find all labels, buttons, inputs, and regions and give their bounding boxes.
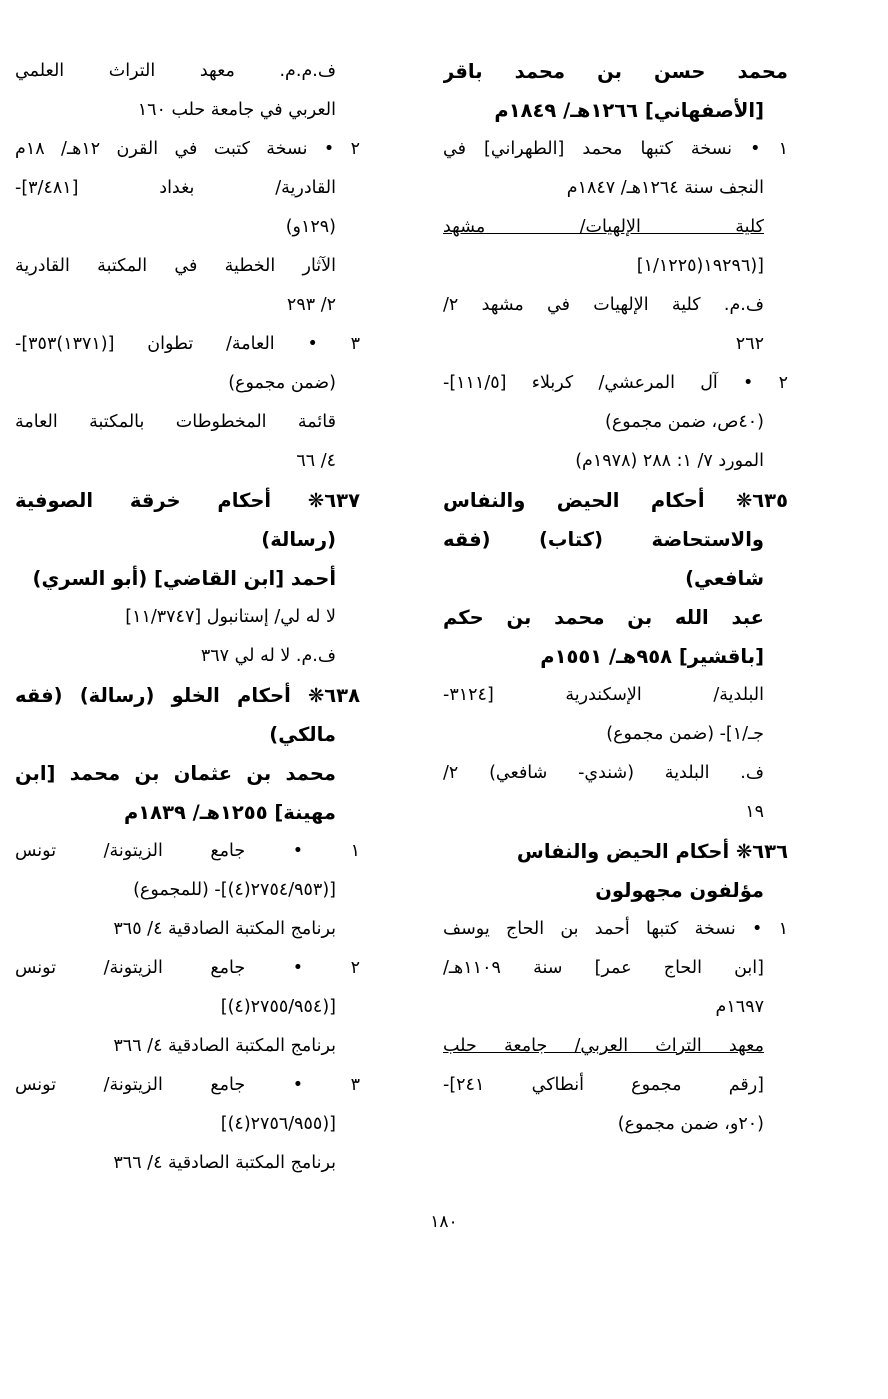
right-line: ١ • نسخة كتبها محمد [الطهراني] في bbox=[443, 139, 788, 159]
left-line: ٢ • نسخة كتبت في القرن ١٢هـ/ ١٨م bbox=[15, 139, 360, 159]
right-line: ٢٦٢ bbox=[735, 334, 764, 354]
left-line: ٣ • جامع الزيتونة/ تونس bbox=[15, 1075, 360, 1095]
left-line: مهينة] ١٢٥٥هـ/ ١٨٣٩م bbox=[123, 801, 336, 824]
left-line: [(٢٧٥٤/٩٥٣(٤)]- (للمجموع) bbox=[133, 880, 336, 900]
left-line: برنامج المكتبة الصادقية ٤/ ٣٦٦ bbox=[113, 1153, 336, 1173]
right-column bbox=[443, 52, 788, 1144]
right-line: كلية الإلهيات/ مشهد bbox=[443, 217, 764, 237]
left-line: العربي في جامعة حلب ١٦٠ bbox=[137, 100, 336, 120]
right-line: ف. البلدية (شندي- شافعي) ٢/ bbox=[443, 763, 764, 783]
left-line: ٢/ ٢٩٣ bbox=[286, 295, 336, 315]
right-line: [رقم مجموع أنطاكي ٢٤١]- bbox=[443, 1075, 764, 1095]
right-line: ١٩ bbox=[745, 802, 764, 822]
left-line: (رسالة) bbox=[261, 528, 336, 551]
left-line: ٣ • العامة/ تطوان [(١٣٧١)٣٥٣]- bbox=[15, 334, 360, 354]
right-line: عبد الله بن محمد بن حكم bbox=[443, 606, 764, 629]
page-number: ١٨٠ bbox=[430, 1212, 458, 1232]
right-line: محمد حسن بن محمد باقر bbox=[443, 60, 788, 83]
right-line: شافعي) bbox=[685, 567, 764, 590]
left-line: ٦٣٨❋ أحكام الخلو (رسالة) (فقه bbox=[15, 684, 360, 707]
right-line: (٢٠و، ضمن مجموع) bbox=[617, 1114, 764, 1134]
left-line: ٢ • جامع الزيتونة/ تونس bbox=[15, 958, 360, 978]
right-line: ٦٣٥❋ أحكام الحيض والنفاس bbox=[443, 489, 788, 512]
left-line: ٦٣٧❋ أحكام خرقة الصوفية bbox=[15, 489, 360, 512]
left-line: برنامج المكتبة الصادقية ٤/ ٣٦٥ bbox=[113, 919, 336, 939]
right-line: ١ • نسخة كتبها أحمد بن الحاج يوسف bbox=[443, 919, 788, 939]
right-line: (٤٠ص، ضمن مجموع) bbox=[605, 412, 764, 432]
right-line: ف.م. كلية الإلهيات في مشهد ٢/ bbox=[443, 295, 764, 315]
right-line: المورد ٧/ ١: ٢٨٨ (١٩٧٨م) bbox=[575, 451, 764, 471]
left-line: [(٢٧٥٥/٩٥٤(٤)] bbox=[220, 997, 336, 1017]
left-line: ف.م. لا له لي ٣٦٧ bbox=[200, 646, 336, 666]
left-line: ف.م.م. معهد التراث العلمي bbox=[15, 61, 336, 81]
left-line: برنامج المكتبة الصادقية ٤/ ٣٦٦ bbox=[113, 1036, 336, 1056]
left-line: ٤/ ٦٦ bbox=[296, 451, 336, 471]
left-line: (١٢٩و) bbox=[285, 217, 336, 237]
right-line: ٦٣٦❋ أحكام الحيض والنفاس bbox=[516, 840, 788, 863]
right-line: ١٦٩٧م bbox=[715, 997, 764, 1017]
right-line: النجف سنة ١٢٦٤هـ/ ١٨٤٧م bbox=[566, 178, 764, 198]
left-column bbox=[15, 52, 360, 1183]
left-line: محمد بن عثمان بن محمد [ابن bbox=[15, 762, 336, 785]
right-line: [الأصفهاني] ١٢٦٦هـ/ ١٨٤٩م bbox=[494, 99, 764, 122]
right-line: [(١٩٢٩٦(١/١٢٢٥] bbox=[636, 256, 764, 276]
right-line: ٢ • آل المرعشي/ كربلاء [١١١/٥]- bbox=[443, 373, 788, 393]
right-line: معهد التراث العربي/ جامعة حلب bbox=[443, 1036, 764, 1056]
right-line: البلدية/ الإسكندرية [٣١٢٤- bbox=[443, 685, 764, 705]
right-line: [باقشير] ٩٥٨هـ/ ١٥٥١م bbox=[540, 645, 764, 668]
left-line: (ضمن مجموع) bbox=[228, 373, 336, 393]
left-line: قائمة المخطوطات بالمكتبة العامة bbox=[15, 412, 336, 432]
left-line: لا له لي/ إستانبول [١١/٣٧٤٧] bbox=[125, 607, 336, 627]
left-line: القادرية/ بغداد [٣/٤٨١]- bbox=[15, 178, 336, 198]
left-line: أحمد [ابن القاضي] (أبو السري) bbox=[32, 567, 336, 590]
left-line: ١ • جامع الزيتونة/ تونس bbox=[15, 841, 360, 861]
right-line: [ابن الحاج عمر] سنة ١١٠٩هـ/ bbox=[443, 958, 764, 978]
left-line: الآثار الخطية في المكتبة القادرية bbox=[15, 256, 336, 276]
right-line: مؤلفون مجهولون bbox=[595, 879, 764, 902]
right-line: جـ/١]- (ضمن مجموع) bbox=[606, 724, 764, 744]
left-line: [(٢٧٥٦/٩٥٥(٤)] bbox=[220, 1114, 336, 1134]
right-line: والاستحاضة (كتاب) (فقه bbox=[443, 528, 764, 551]
left-line: مالكي) bbox=[269, 723, 336, 746]
